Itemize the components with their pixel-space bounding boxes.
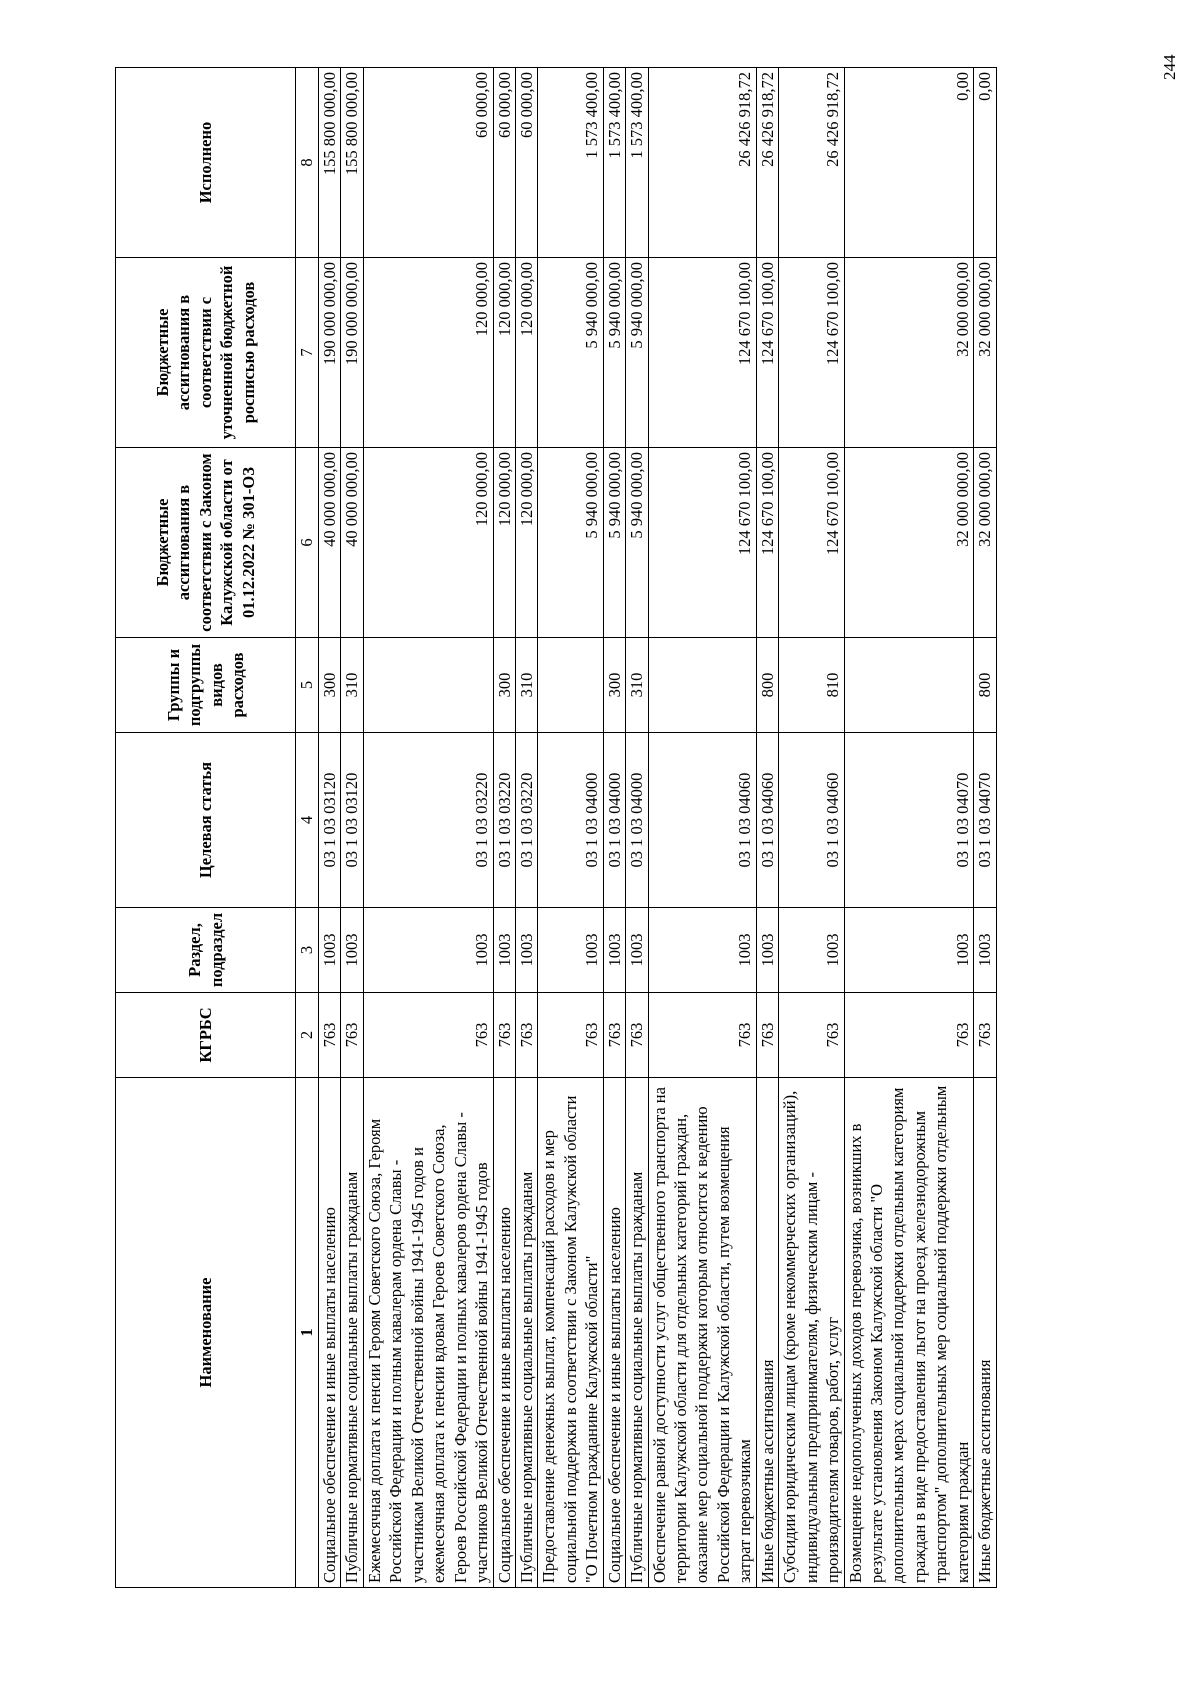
table-row (603, 68, 625, 1588)
row-plan-amount: 190 000 000,00 (341, 258, 363, 448)
row-law-amount: 40 000 000,00 (319, 448, 341, 638)
column-number: 3 (296, 908, 319, 993)
row-name: Субсидии юридическим лицам (кроме некоммерческих организаций), индивидуальным предпринимателям, физическим лицам - производителям товаров, работ, услуг (779, 1078, 844, 1588)
row-law-amount: 120 000,00 (363, 448, 493, 638)
row-razdel: 1003 (493, 908, 515, 993)
row-expense-type: 810 (779, 638, 844, 733)
row-razdel: 1003 (779, 908, 844, 993)
table-row (515, 68, 537, 1588)
row-name: Возмещение недополученных доходов перевозчика, возникших в результате установления Законом Калужской области "О дополнительных мерах социальной поддержки отдельным категориям граждан в виде предоставления льгот на проезд железнодорожным транспортом" дополнительных мер социальной поддержки отдельным категориям граждан (844, 1078, 974, 1588)
row-razdel: 1003 (648, 908, 756, 993)
row-plan-amount: 5 940 000,00 (626, 258, 648, 448)
row-kgrbs: 763 (603, 993, 625, 1078)
row-expense-type: 800 (974, 638, 996, 733)
row-law-amount: 5 940 000,00 (603, 448, 625, 638)
row-kgrbs: 763 (363, 993, 493, 1078)
row-executed-amount: 26 426 918,72 (648, 68, 756, 258)
row-expense-type: 800 (756, 638, 778, 733)
row-expense-type: 310 (341, 638, 363, 733)
row-kgrbs: 763 (493, 993, 515, 1078)
row-target-article: 03 1 03 04070 (844, 733, 974, 908)
table-row (493, 68, 515, 1588)
row-law-amount: 124 670 100,00 (756, 448, 778, 638)
row-executed-amount: 0,00 (974, 68, 996, 258)
row-target-article: 03 1 03 04000 (603, 733, 625, 908)
header-razdel: Раздел, подраздел (116, 908, 296, 993)
row-expense-type (363, 638, 493, 733)
row-plan-amount: 124 670 100,00 (756, 258, 778, 448)
row-executed-amount: 1 573 400,00 (603, 68, 625, 258)
row-kgrbs: 763 (626, 993, 648, 1078)
column-numbers-row (296, 68, 319, 1588)
row-executed-amount: 1 573 400,00 (538, 68, 603, 258)
row-executed-amount: 155 800 000,00 (319, 68, 341, 258)
row-executed-amount: 0,00 (844, 68, 974, 258)
column-number: 6 (296, 448, 319, 638)
row-law-amount: 120 000,00 (493, 448, 515, 638)
row-target-article: 03 1 03 03220 (363, 733, 493, 908)
table-row (341, 68, 363, 1588)
row-name: Иные бюджетные ассигнования (974, 1078, 996, 1588)
row-razdel: 1003 (538, 908, 603, 993)
table-header-row (116, 68, 296, 1588)
row-expense-type: 300 (493, 638, 515, 733)
row-plan-amount: 124 670 100,00 (648, 258, 756, 448)
row-kgrbs: 763 (974, 993, 996, 1078)
row-name: Социальное обеспечение и иные выплаты населению (319, 1078, 341, 1588)
row-kgrbs: 763 (319, 993, 341, 1078)
row-law-amount: 5 940 000,00 (626, 448, 648, 638)
table-row (844, 68, 974, 1588)
row-target-article: 03 1 03 04070 (974, 733, 996, 908)
row-law-amount: 32 000 000,00 (974, 448, 996, 638)
table-body (319, 68, 997, 1588)
row-executed-amount: 1 573 400,00 (626, 68, 648, 258)
row-executed-amount: 155 800 000,00 (341, 68, 363, 258)
row-name: Предоставление денежных выплат, компенсаций расходов и мер социальной поддержки в соответствии с Законом Калужской области "О Почетном гражданине Калужской области" (538, 1078, 603, 1588)
table-row (319, 68, 341, 1588)
row-plan-amount: 32 000 000,00 (974, 258, 996, 448)
row-plan-amount: 32 000 000,00 (844, 258, 974, 448)
table-row (648, 68, 756, 1588)
row-expense-type (844, 638, 974, 733)
row-target-article: 03 1 03 04060 (756, 733, 778, 908)
row-law-amount: 40 000 000,00 (341, 448, 363, 638)
row-name: Иные бюджетные ассигнования (756, 1078, 778, 1588)
row-plan-amount: 5 940 000,00 (538, 258, 603, 448)
row-expense-type (538, 638, 603, 733)
row-law-amount: 32 000 000,00 (844, 448, 974, 638)
row-law-amount: 124 670 100,00 (648, 448, 756, 638)
row-razdel: 1003 (319, 908, 341, 993)
header-plan-allocations: Бюджетные ассигнования в соответствии с уточненной бюджетной росписью расходов (116, 258, 296, 448)
row-target-article: 03 1 03 03220 (493, 733, 515, 908)
table-row (363, 68, 493, 1588)
row-executed-amount: 60 000,00 (493, 68, 515, 258)
row-razdel: 1003 (626, 908, 648, 993)
row-executed-amount: 60 000,00 (515, 68, 537, 258)
row-razdel: 1003 (363, 908, 493, 993)
header-executed: Исполнено (116, 68, 296, 258)
row-plan-amount: 120 000,00 (493, 258, 515, 448)
row-expense-type: 300 (603, 638, 625, 733)
table-row (626, 68, 648, 1588)
column-number: 5 (296, 638, 319, 733)
row-target-article: 03 1 03 03220 (515, 733, 537, 908)
row-razdel: 1003 (756, 908, 778, 993)
row-executed-amount: 26 426 918,72 (779, 68, 844, 258)
row-name: Публичные нормативные социальные выплаты гражданам (626, 1078, 648, 1588)
row-name: Социальное обеспечение и иные выплаты населению (493, 1078, 515, 1588)
column-number: 8 (296, 68, 319, 258)
budget-table (115, 67, 997, 1588)
row-name: Публичные нормативные социальные выплаты гражданам (515, 1078, 537, 1588)
row-plan-amount: 120 000,00 (363, 258, 493, 448)
header-target-article: Целевая статья (116, 733, 296, 908)
row-expense-type: 310 (515, 638, 537, 733)
header-expense-type: Группы и подгруппы видов расходов (116, 638, 296, 733)
row-executed-amount: 60 000,00 (363, 68, 493, 258)
row-kgrbs: 763 (648, 993, 756, 1078)
row-target-article: 03 1 03 04000 (538, 733, 603, 908)
row-target-article: 03 1 03 03120 (341, 733, 363, 908)
row-kgrbs: 763 (756, 993, 778, 1078)
row-plan-amount: 124 670 100,00 (779, 258, 844, 448)
row-kgrbs: 763 (538, 993, 603, 1078)
column-number: 2 (296, 993, 319, 1078)
page-number: 244 (1160, 54, 1179, 80)
row-name: Социальное обеспечение и иные выплаты населению (603, 1078, 625, 1588)
row-kgrbs: 763 (515, 993, 537, 1078)
row-kgrbs: 763 (341, 993, 363, 1078)
rotated-page (115, 68, 1090, 1588)
row-plan-amount: 190 000 000,00 (319, 258, 341, 448)
row-law-amount: 124 670 100,00 (779, 448, 844, 638)
row-target-article: 03 1 03 04060 (779, 733, 844, 908)
row-target-article: 03 1 03 04060 (648, 733, 756, 908)
header-kgrbs: КГРБС (116, 993, 296, 1078)
row-name: Ежемесячная доплата к пенсии Героям Советского Союза, Героям Российской Федерации и полным кавалерам ордена Славы - участникам Великой Отечественной войны 1941-1945 годов и ежемесячная доплата к пенсии вдовам Героев Советского Союза, Героев Российской Федерации и полных кавалеров ордена Славы - участников Великой Отечественной войны 1941-1945 годов (363, 1078, 493, 1588)
row-expense-type (648, 638, 756, 733)
row-law-amount: 5 940 000,00 (538, 448, 603, 638)
row-name: Публичные нормативные социальные выплаты гражданам (341, 1078, 363, 1588)
row-kgrbs: 763 (779, 993, 844, 1078)
column-number: 4 (296, 733, 319, 908)
row-target-article: 03 1 03 03120 (319, 733, 341, 908)
header-law-allocations: Бюджетные ассигнования в соответствии с Законом Калужской области от 01.12.2022 № 301-ОЗ (116, 448, 296, 638)
row-plan-amount: 120 000,00 (515, 258, 537, 448)
row-razdel: 1003 (603, 908, 625, 993)
row-kgrbs: 763 (844, 993, 974, 1078)
header-name: Наименование (116, 1078, 296, 1588)
row-executed-amount: 26 426 918,72 (756, 68, 778, 258)
table-row (538, 68, 603, 1588)
row-law-amount: 120 000,00 (515, 448, 537, 638)
row-razdel: 1003 (974, 908, 996, 993)
row-plan-amount: 5 940 000,00 (603, 258, 625, 448)
column-number: 1 (296, 1078, 319, 1588)
row-razdel: 1003 (515, 908, 537, 993)
row-expense-type: 300 (319, 638, 341, 733)
row-target-article: 03 1 03 04000 (626, 733, 648, 908)
column-number: 7 (296, 258, 319, 448)
row-razdel: 1003 (341, 908, 363, 993)
row-name: Обеспечение равной доступности услуг общественного транспорта на территории Калужской области для отдельных категорий граждан, оказание мер социальной поддержки которым относится к ведению Российской Федерации и Калужской области, путем возмещения затрат перевозчикам (648, 1078, 756, 1588)
table-row (756, 68, 778, 1588)
row-razdel: 1003 (844, 908, 974, 993)
table-row (974, 68, 996, 1588)
row-expense-type: 310 (626, 638, 648, 733)
table-row (779, 68, 844, 1588)
